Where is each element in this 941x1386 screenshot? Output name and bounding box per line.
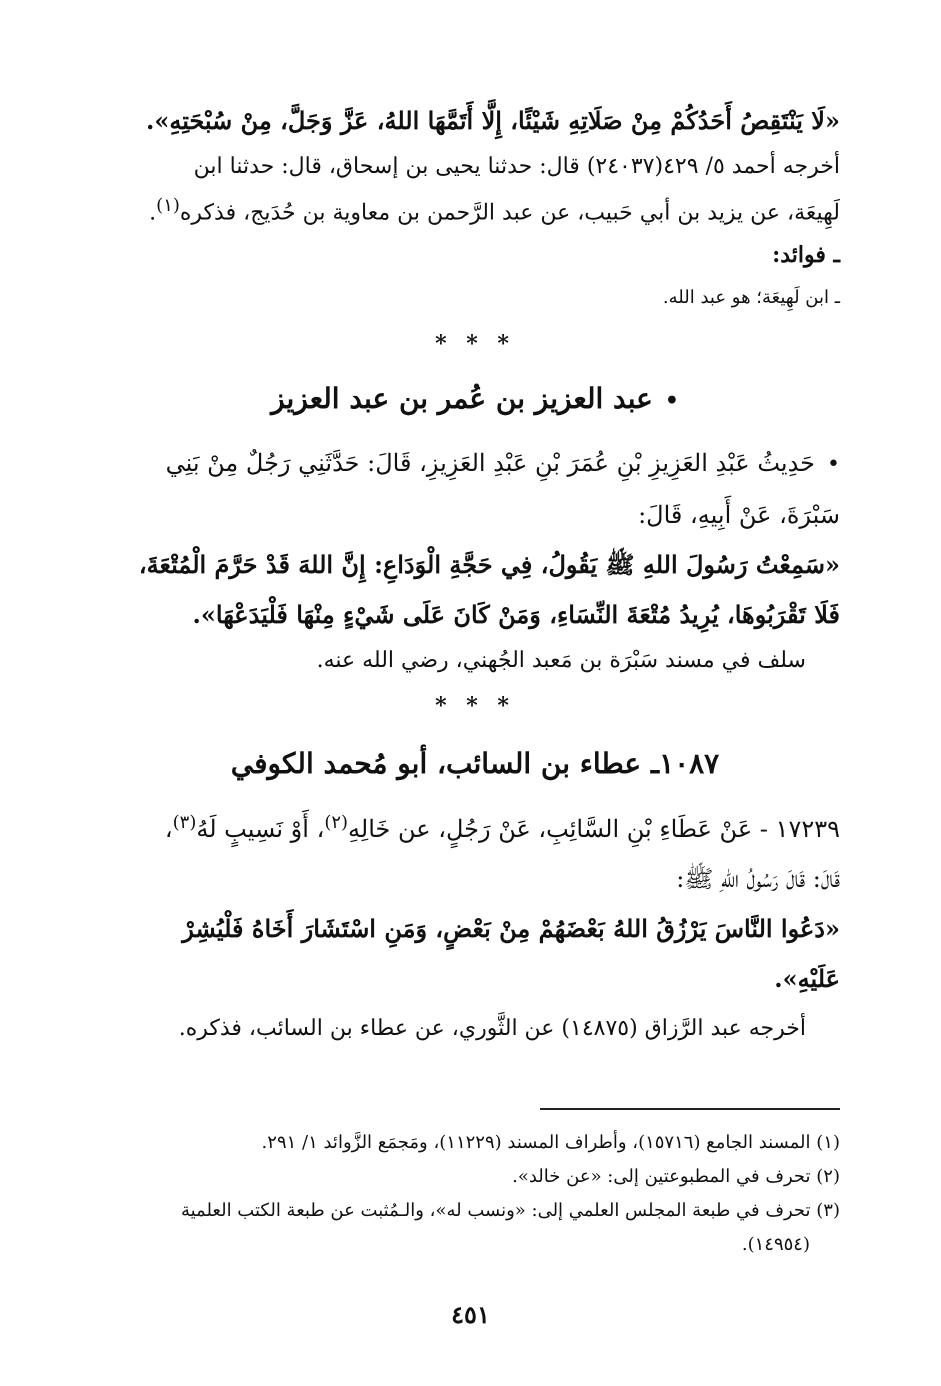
prev-takhrij-end: . — [149, 200, 157, 226]
prev-takhrij-line-2 — [110, 188, 840, 234]
abdulaziz-note: سلف في مسند سَبْرَة بن مَعبد الجُهني، رضي الله عنه. — [316, 648, 806, 674]
abdulaziz-intro-line-1 — [110, 438, 840, 490]
entry-takhrij: أخرجه عبد الرَّزاق (١٤٨٧٥) عن الثَّوري، عن عطاء بن السائب، فذكره. — [178, 1016, 806, 1042]
footnote-ref-2[interactable]: (٢) — [324, 812, 349, 834]
abdulaziz-intro-text-1: حَدِيثُ عَبْدِ العَزِيزِ بْنِ عُمَرَ بْنِ عَبْدِ العَزِيزِ، قَالَ: حَدَّثَنِي رَجُلٌ مِنْ بَنِي — [165, 449, 816, 478]
prev-takhrij-text: لَهِيعَة، عن يزيد بن أبي حَبيب، عن عبد الرَّحمن بن معاوية بن حُدَيج، فذكره — [179, 200, 840, 226]
fawaid-item: ـ ابن لَهِيعَة؛ هو عبد الله. — [662, 287, 840, 309]
section-bullet: • — [664, 388, 679, 415]
abdulaziz-hadith-line-1: «سَمِعْتُ رَسُولَ اللهِ ﷺ يَقُولُ، فِي حَجَّةِ الْوَدَاعِ: إِنَّ اللهَ قَدْ حَرَّمَ الْمُتْعَةَ، — [138, 550, 840, 580]
page-body — [110, 96, 840, 1054]
page-number: ٤٥١ — [451, 1300, 490, 1329]
entry-title: ١٠٨٧ـ عطاء بن السائب، أبو مُحمد الكوفي — [230, 747, 720, 781]
prev-hadith-text: «لَا يَنْتَقِصُ أَحَدُكُمْ مِنْ صَلَاتِهِ شَيْئًا، إِلَّا أَتَمَّهَا اللهُ، عَزَّ وَجَلَّ، مِنْ سُبْحَتِهِ». — [145, 106, 840, 135]
footnote-2: (٢) تحرف في المطبوعتين إلى: «عن خالد». — [512, 1166, 840, 1187]
entry-hadith-line-1: «دَعُوا النَّاسَ يَرْزُقُ اللهُ بَعْضَهُمْ مِنْ بَعْضٍ، وَمَنِ اسْتَشَارَ أَخَاهُ فَلْيُشِرْ — [182, 914, 840, 944]
entry-bullet: • — [827, 452, 840, 478]
entry-isnad-line-2: قَالَ: قَالَ رَسُولُ اللهِ ﷺ: — [676, 865, 840, 894]
footnote-ref-1[interactable]: (١) — [156, 195, 180, 216]
prev-takhrij-line-1: أخرجه أحمد ٥/ ٤٢٩(٢٤٠٣٧) قال: حدثنا يحيى بن إسحاق، قال: حدثنا ابن — [193, 154, 840, 179]
footnote-ref-3[interactable]: (٣) — [172, 812, 197, 834]
isnad-comma: ، — [164, 815, 173, 844]
footnotes-area — [110, 1108, 840, 1262]
separator-stars-1: * * * — [435, 331, 515, 358]
footnote-1: (١) المسند الجامع (١٥٧١٦)، وأطراف المسند (١١٢٢٩)، ومَجمَع الزَّوائد ١/ ٢٩١. — [261, 1132, 840, 1153]
isnad-text-1: عَنْ عَطَاءِ بْنِ السَّائِبِ، عَنْ رَجُلٍ، عن خَالِهِ — [348, 815, 753, 844]
footnote-3: (٣) تحرف في طبعة المجلس العلمي إلى: «ونسب له»، والـمُثبت عن طبعة الكتب العلمية — [180, 1200, 840, 1221]
hadith-number: ١٧٢٣٩ - — [759, 815, 840, 844]
entry-isnad-line-1 — [110, 804, 840, 854]
isnad-mid: ، أَوْ نَسِيبٍ لَهُ — [196, 815, 325, 844]
separator-stars-2: * * * — [435, 693, 515, 720]
footnote-3-continued: (١٤٩٥٤). — [741, 1234, 810, 1255]
abdulaziz-intro-line-2: سَبْرَةَ، عَنْ أَبِيهِ، قَالَ: — [638, 501, 840, 530]
section-title — [110, 368, 840, 432]
abdulaziz-hadith-line-2: فَلَا تَقْرَبُوهَا، يُرِيدُ مُتْعَةَ النِّسَاءِ، وَمَنْ كَانَ عَلَى شَيْءٍ مِنْهَا فَلْيَدَعْهَا». — [192, 600, 840, 630]
footnote-divider — [540, 1108, 840, 1110]
section-title-text: عبد العزيز بن عُمر بن عبد العزيز — [271, 382, 653, 416]
entry-hadith-line-2: عَلَيْهِ». — [774, 964, 840, 994]
fawaid-heading: ـ فوائد: — [772, 242, 840, 269]
